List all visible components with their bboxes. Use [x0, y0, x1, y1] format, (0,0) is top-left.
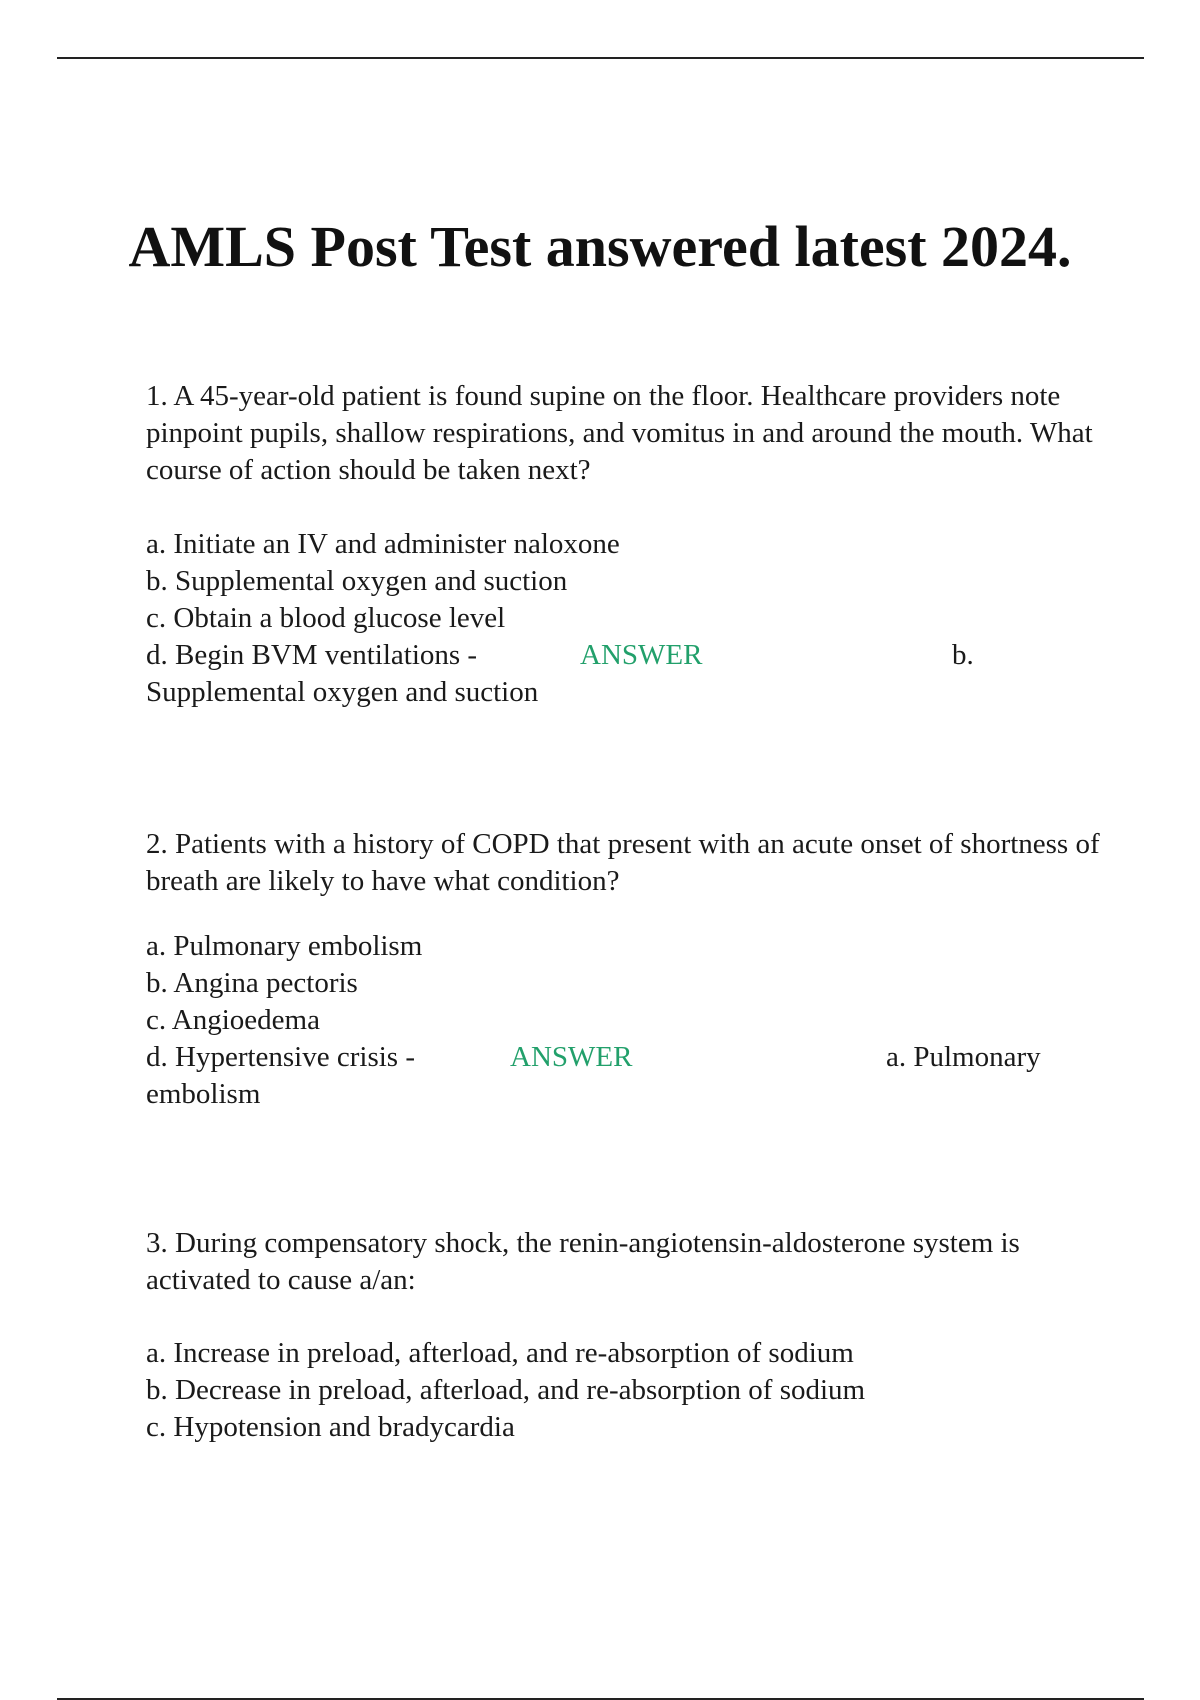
question-3-options [146, 1335, 1106, 1446]
question-1-answer-start: b. [952, 639, 974, 671]
question-1-option-b: b. Supplemental oxygen and suction [146, 565, 568, 597]
question-2-option-d: d. Hypertensive crisis - [146, 1041, 415, 1073]
question-3-option-b: b. Decrease in preload, afterload, and re-absorption of sodium [146, 1374, 866, 1406]
question-1-options [146, 526, 1106, 637]
question-2-option-a: a. Pulmonary embolism [146, 930, 423, 962]
question-2-answer-line [146, 1039, 1106, 1076]
question-1-answer-continuation: Supplemental oxygen and suction [146, 676, 539, 708]
question-2-answer-label: ANSWER [510, 1041, 633, 1073]
question-1 [146, 378, 1106, 711]
question-1-answer-line [146, 637, 1106, 674]
question-3-option-a: a. Increase in preload, afterload, and re-absorption of sodium [146, 1337, 854, 1369]
question-2-option-b: b. Angina pectoris [146, 967, 358, 999]
top-rule [57, 57, 1144, 59]
document-title: AMLS Post Test answered latest 2024. [128, 214, 1072, 279]
question-3-option-c: c. Hypotension and bradycardia [146, 1411, 515, 1443]
question-2-options [146, 928, 1106, 1039]
question-1-option-c: c. Obtain a blood glucose level [146, 602, 506, 634]
question-2-text: 2. Patients with a history of COPD that present with an acute onset of shortness of breath are likely to have what condition? [146, 828, 1100, 897]
question-2-option-c: c. Angioedema [146, 1004, 320, 1036]
question-3 [146, 1225, 1106, 1446]
question-2-answer-continuation: embolism [146, 1078, 261, 1110]
question-1-text: 1. A 45-year-old patient is found supine on the floor. Healthcare providers note pinpoint pupils, shallow respirations, and vomitus in and around the mouth. What course of action should be taken next? [146, 380, 1093, 486]
question-2-answer-start: a. Pulmonary [886, 1041, 1041, 1073]
question-1-option-a: a. Initiate an IV and administer naloxone [146, 528, 620, 560]
question-3-text: 3. During compensatory shock, the renin-angiotensin-aldosterone system is activated to cause a/an: [146, 1227, 1020, 1296]
question-1-option-d: d. Begin BVM ventilations - [146, 639, 478, 671]
question-2 [146, 826, 1106, 1113]
question-1-answer-label: ANSWER [580, 639, 703, 671]
